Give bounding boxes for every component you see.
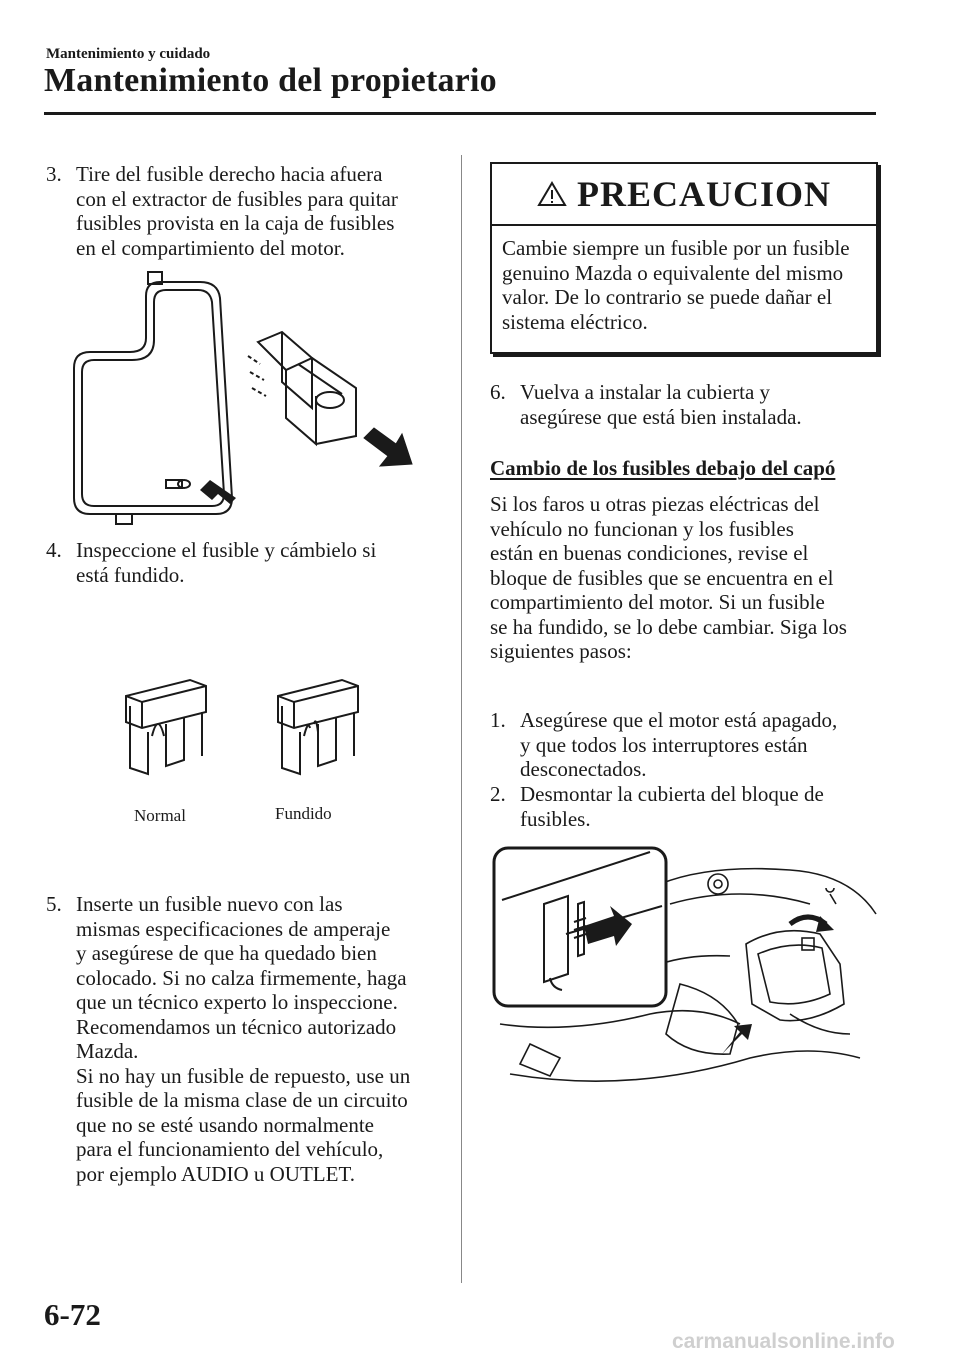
- step-3: [46, 162, 456, 260]
- page-number: 6-72: [44, 1297, 101, 1332]
- caution-text: Cambie siempre un fusible por un fusible genuino Mazda o equivalente del mismo valor. De lo contrario se puede dañar el sistema eléctrico.: [502, 236, 850, 334]
- section-heading: Cambio de los fusibles debajo del capó: [490, 456, 836, 480]
- watermark: carmanualsonline.info: [672, 1330, 895, 1353]
- step-text: Desmontar la cubierta del bloque de fusibles.: [520, 782, 824, 831]
- step-number: 3.: [46, 162, 62, 186]
- step-number: 2.: [490, 782, 506, 806]
- step-number: 5.: [46, 892, 62, 916]
- caution-title: PRECAUCION: [576, 174, 831, 214]
- warning-triangle-icon: [537, 181, 567, 207]
- fuse-label-normal: Normal: [134, 806, 186, 825]
- page-title: Mantenimiento del propietario: [44, 62, 497, 99]
- column-divider: [461, 155, 462, 1283]
- caution-header: [492, 164, 876, 226]
- step-number: 1.: [490, 708, 506, 732]
- step-text: Inspeccione el fusible y cámbielo si está fundido.: [76, 538, 377, 587]
- step-1: [490, 708, 874, 782]
- header-rule: [44, 112, 876, 115]
- step-4: [46, 538, 456, 587]
- step-5: [46, 892, 456, 1186]
- fuse-puller-figure: [60, 268, 420, 530]
- section-label: Mantenimiento y cuidado: [46, 46, 211, 62]
- fuse-label-blown: Fundido: [275, 804, 332, 823]
- engine-compartment-figure: [490, 844, 878, 1110]
- step-text: Asegúrese que el motor está apagado, y que todos los interruptores están desconectados.: [520, 708, 838, 781]
- step-number: 4.: [46, 538, 62, 562]
- step-text: Vuelva a instalar la cubierta y asegúrese que está bien instalada.: [520, 380, 802, 429]
- step-text: Inserte un fusible nuevo con las mismas especificaciones de amperaje y asegúrese de que ha quedado bien colocado. Si no calza firmemente, haga que un técnico experto lo inspeccione. Recomendamos un técnico autorizado Mazda. Si no hay un fusible de repuesto, use un fusible de la misma clase de un circuito que no se esté usando normalmente para el funcionamiento del vehículo, por ejemplo AUDIO u OUTLET.: [76, 892, 411, 1186]
- step-2: [490, 782, 874, 831]
- intro-paragraph: Si los faros u otras piezas eléctricas del vehículo no funcionan y los fusibles están en buenas condiciones, revise el bloque de fusibles que se encuentra en el compartimiento del motor. Si un fusible se ha fundido, se lo debe cambiar. Siga los siguientes pasos:: [490, 492, 847, 663]
- fuse-comparison-figure: [118, 672, 368, 782]
- step-6: [490, 380, 874, 429]
- step-text: Tire del fusible derecho hacia afuera con el extractor de fusibles para quitar fusibles provista en la caja de fusibles en el compartimiento del motor.: [76, 162, 398, 260]
- step-number: 6.: [490, 380, 506, 404]
- caution-box: [490, 162, 878, 354]
